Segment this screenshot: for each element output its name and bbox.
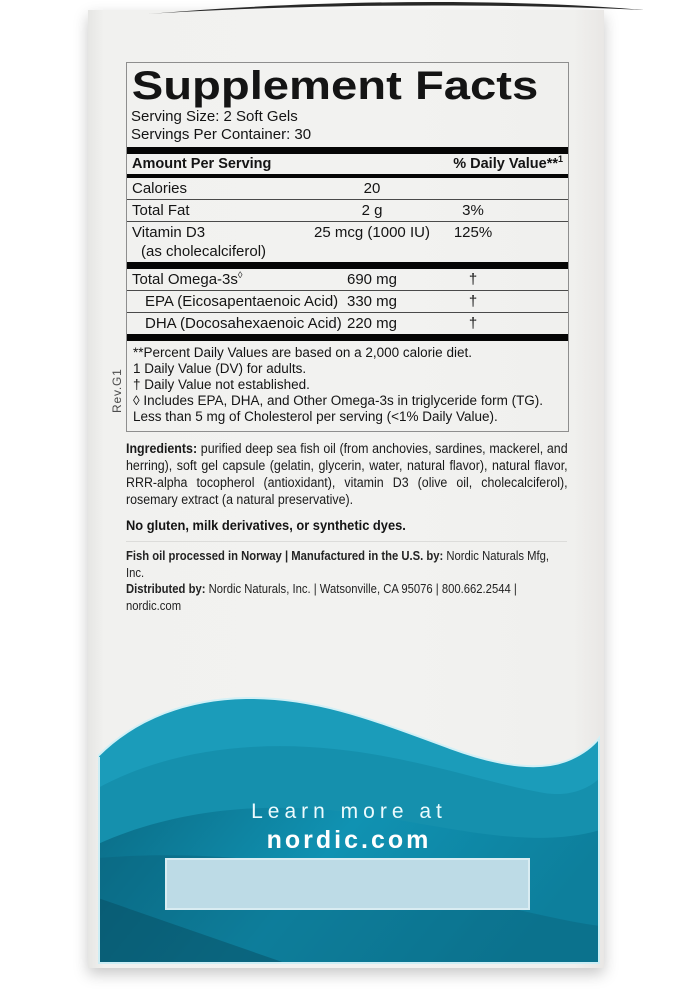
row-amount: 2 g [361, 202, 383, 219]
daily-value-footnote-marker: 1 [558, 154, 563, 165]
distributor-line: Distributed by: Nordic Naturals, Inc. | Watsonville, CA 95076 | 800.662.2544 | nordic.com [126, 581, 517, 613]
learn-more-text: Learn more at [251, 800, 447, 823]
footnote-line: 1 Daily Value (DV) for adults. [133, 361, 307, 376]
section-divider [126, 541, 567, 542]
serving-size: Serving Size: 2 Soft Gels [131, 108, 298, 125]
box-top-shadow [0, 0, 687, 20]
row-amount: 20 [363, 180, 381, 197]
amount-per-serving-header: Amount Per Serving [132, 156, 272, 172]
daily-value-header: % Daily Value**$^1$ [453, 154, 563, 172]
supplement-facts-column [110, 62, 569, 614]
row-sublabel: (as cholecalciferol) [141, 243, 267, 260]
lot-number-box [165, 858, 530, 910]
website-text: nordic.com [266, 826, 432, 854]
row-daily-value: † [468, 293, 478, 310]
ingredients-block [126, 440, 568, 533]
table-header-row [127, 154, 568, 174]
omega-section [127, 269, 568, 334]
row-daily-value: 125% [453, 224, 493, 241]
origin-line: Fish oil processed in Norway | Manufactured in the U.S. by: Nordic Naturals Mfg, Inc. [126, 548, 550, 580]
box-front-panel [88, 10, 604, 968]
wave-graphic [98, 690, 600, 964]
row-label: Total Omega-3s◊ [132, 270, 243, 288]
row-label: Calories [132, 180, 188, 197]
table-row [127, 312, 568, 334]
revision-code: Rev.G1 [110, 368, 124, 413]
row-amount: 25 mcg (1000 IU) [314, 224, 430, 241]
row-label: Vitamin D3 (as cholecalciferol) [132, 224, 563, 261]
thick-rule [127, 262, 568, 269]
thick-rule [127, 334, 568, 341]
ingredients-text: purified deep sea fish oil (from anchovies, sardines, mackerel, and herring), soft gel capsule (gelatin, glycerin, water, natural flavor), natural flavor, RRR-alpha tocopherol (antioxidant), vitamin D3 (olive oil, cholecalciferol), rosemary extract (a natural preservative). [126, 441, 568, 507]
footnote-line: **Percent Daily Values are based on a 2,000 calorie diet. [133, 345, 472, 360]
no-claims-line: No gluten, milk derivatives, or synthetic dyes. [126, 517, 406, 533]
footnote-line: ◊ Includes EPA, DHA, and Other Omega-3s in triglyceride form (TG). [133, 393, 544, 408]
row-label: EPA (Eicosapentaenoic Acid) [145, 293, 339, 310]
row-label: DHA (Docosahexaenoic Acid) [145, 315, 342, 332]
table-row [127, 221, 568, 262]
row-amount: 220 mg [346, 315, 398, 332]
footnotes [127, 341, 568, 431]
footnote-line: Less than 5 mg of Cholesterol per serving (<1% Daily Value). [133, 409, 498, 424]
row-amount: 690 mg [346, 271, 398, 288]
servings-per-container: Servings Per Container: 30 [131, 125, 312, 143]
table-row [127, 290, 568, 312]
ingredients-label: Ingredients: [126, 441, 198, 456]
nutrient-section [127, 178, 568, 262]
facts-title: Supplement Facts [131, 64, 539, 108]
manufacturer-info [126, 548, 568, 614]
row-daily-value: † [468, 315, 478, 332]
serving-info [127, 107, 568, 147]
omega-footnote-marker: ◊ [237, 270, 243, 280]
thick-rule [127, 147, 568, 154]
supplement-facts-panel [110, 62, 569, 432]
row-label: Total Fat [132, 202, 190, 219]
table-row [127, 199, 568, 221]
ingredients-paragraph [126, 440, 568, 508]
row-daily-value: † [468, 271, 478, 288]
row-amount: 330 mg [346, 293, 398, 310]
table-row [127, 269, 568, 290]
table-row [127, 178, 568, 199]
footnote-line: † Daily Value not established. [133, 377, 310, 392]
row-daily-value: 3% [462, 202, 484, 219]
